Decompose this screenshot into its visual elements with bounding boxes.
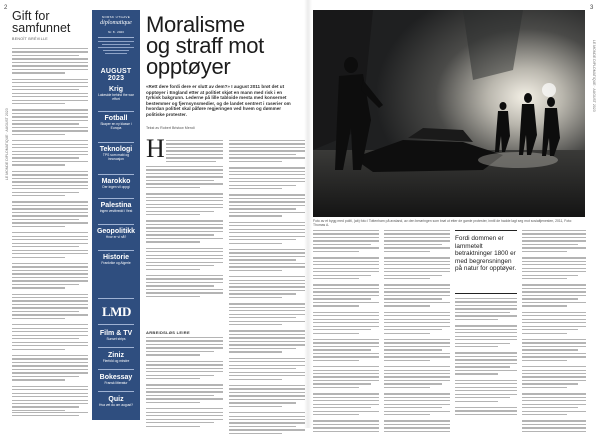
left-page-number: 2 [4,5,8,11]
toc-item-geopolitikk[interactable]: Geopolitikk Hvor er vi nå? [96,228,136,239]
toc-item-quiz[interactable]: Quiz Hva vet du om august? [99,396,133,407]
headline-line1: Moralisme [146,12,245,37]
toc-item-film-tv[interactable]: Film & TV Sunset strips [99,330,133,341]
right-col3 [455,298,517,417]
riot-photo [313,10,585,217]
leader-author: BENOÎT BRÉVILLE [12,37,48,41]
headline-line3: opptøyer [146,54,231,79]
right-page-number: 3 [590,5,594,11]
article-col1 [146,166,223,302]
photo-caption: Foto av et bygg med politi, (ab) foto i Tottenham på avstand, av den berøringen som brøt ut etter de gamle protester, inntil de hadde lagt seg mot sosialtjenesten, 2011, Foto: Thomas A. [313,219,573,227]
toc-item-marokko[interactable]: Marokko Der ingen vil oppgi [101,178,131,189]
headline-line2: og straff mot [146,33,264,58]
toc-month: AUGUST 2023 [100,68,132,82]
toc-logo: LMD [102,304,131,319]
right-col2 [384,230,450,434]
toc-brand-top: NORSK UTGAVE [101,15,131,19]
table-of-contents [92,10,140,420]
right-col1 [313,230,379,434]
leader-title-line2: samfunnet [12,21,71,35]
toc-item-bokessay[interactable]: Bokessay Fransk litteratur [99,374,133,385]
right-running-head: LE MONDE DIPLOMATIQUE · AUGUST 2023 [592,40,596,112]
article-headline [146,14,296,77]
leader-title-line1: Gift for [12,9,50,23]
article-col1-bottom [146,337,223,432]
article-col2 [229,140,305,439]
drop-cap: H [146,134,165,163]
article-col1-top [166,140,223,167]
leader-column [12,10,92,41]
toc-brand: diplomatique [100,20,132,26]
toc-edition: Nr. 8 · 2023 [108,30,124,34]
right-col4 [522,230,586,434]
left-running-head: LE MONDE DIPLOMATIQUE · AUGUST 2023 [5,108,9,180]
leader-body-text [12,48,88,416]
toc-item-fotball[interactable]: Fotball Skaper en ny klasse i Europa [100,115,132,130]
pull-quote-box [455,230,517,294]
article-byline: Tekst av Robert Bristow Mendi [146,126,195,130]
page-fold [304,0,312,428]
toc-intro-text [98,41,134,54]
article-standfirst: «Rett dere fordi dere er slutt av dem?» I august 2011 brøt det ut opptøyer i England etter at politiet skjøt en mann med risk i en tyrkisk bakgrunn. Lederne på lille tabloide mesta med konsernet bestemmer og fjernsynsmedier, og de landet sentrert i raserier om hvordan politiet skal påføre regjeringen ved hvem og dømmer politiske protester. [146,84,291,117]
toc-item-teknologi[interactable]: Teknologi TPS som makt og innovasjon [99,146,133,161]
toc-item-krig[interactable]: Krig Lakeside behind the war effort [98,86,134,101]
toc-item-historie[interactable]: Historie Frankrike og Algerie [101,254,131,265]
pull-quote: Fordi dommen er lammetelt betraktninger 1800 er med begrensningen på natur for opptøyer. [455,235,517,273]
toc-item-palestina[interactable]: Palestina Ingen vestbredd i Vest [99,202,133,213]
section-head: ARBEIDSLØS LEIRE [146,330,190,335]
leader-footnote [12,412,88,418]
toc-item-ziniz[interactable]: Ziniz Flerfold og mindre [102,352,130,363]
